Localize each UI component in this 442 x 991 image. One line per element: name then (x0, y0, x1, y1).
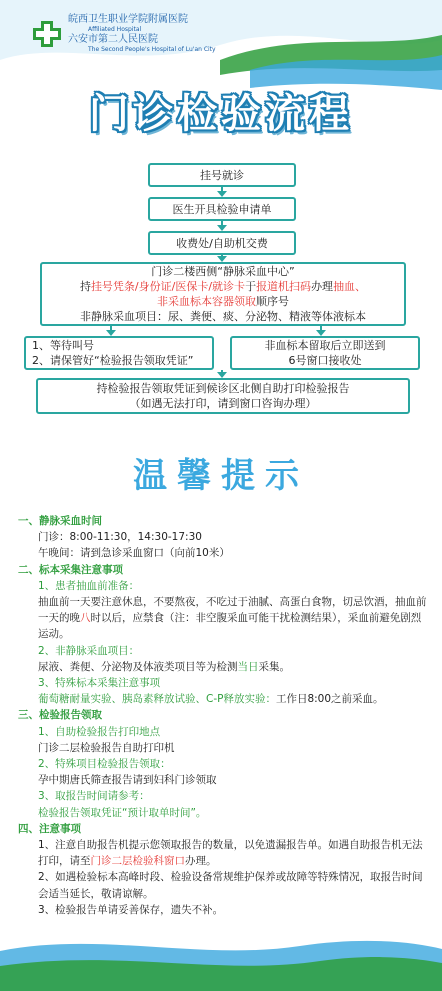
tips-title: 温馨提示 (133, 456, 309, 496)
tips-subheading: 1、患者抽血前准备： (38, 579, 140, 592)
tips-text: 孕中期唐氏筛查报告请到妇科门诊领取 (38, 774, 217, 787)
tips-heading-3: 三、检验报告领取 (18, 709, 102, 722)
tips-paragraph: 1、注意自助报告机提示您领取报告的数量，以免遗漏报告单。如遇自助报告机无法打印，请至门诊二层检验科窗口办理。 (38, 839, 423, 868)
tips-text: 午晚间：请到急诊采血窗口（向前10米） (38, 547, 230, 560)
non-blood-line-2: 6号窗口接收处 (288, 354, 362, 367)
tips-subheading: 2、特殊项目检验报告领取： (38, 758, 171, 771)
logo-line-4: The Second People's Hospital of Lu'an City (88, 46, 216, 53)
page-title: 门诊检验流程 (89, 91, 353, 137)
logo-line-3: 六安市第二人民医院 (68, 34, 158, 45)
blood-center-line-2: 持挂号凭条/身份证/医保卡/就诊卡于报道机扫码办理抽血、 (79, 280, 367, 293)
blood-center-line-1: 门诊二楼西侧“静脉采血中心” (151, 265, 295, 278)
flow-step-request: 医生开具检验申请单 (148, 197, 296, 221)
flow-step-non-blood (230, 336, 420, 370)
tips-paragraph: 尿液、粪便、分泌物及体液类项目等为检测当日采集。 (38, 660, 290, 673)
hospital-cross-icon (30, 19, 64, 49)
tips-subheading: 3、取报告时间请参考： (38, 790, 150, 803)
tips-subheading: 3、特殊标本采集注意事项 (38, 677, 161, 690)
tips-heading-2: 二、标本采集注意事项 (18, 563, 123, 576)
tips-text: 检验报告领取凭证“预计取单时间”。 (38, 806, 207, 819)
blood-center-line-4: 非静脉采血项目：尿、粪便、痰、分泌物、精液等体液标本 (80, 310, 366, 323)
tips-text: 门诊：8:00-11:30，14:30-17:30 (38, 531, 202, 544)
tips-paragraph: 葡萄糖耐量实验、胰岛素释放试验、C-P释放实验：工作日8:00之前采血。 (38, 693, 384, 706)
non-blood-line-1: 非血标本留取后立即送到 (264, 339, 386, 352)
flow-step-payment: 收费处/自助机交费 (148, 231, 296, 255)
flow-step-wait (24, 336, 214, 370)
logo-line-2: Affiliated Hospital (88, 26, 142, 33)
flow-step-register: 挂号就诊 (148, 163, 296, 187)
logo-line-1: 皖西卫生职业学院附属医院 (68, 14, 188, 25)
flow-step-print-report (36, 378, 410, 414)
print-line-1: 持检验报告领取凭证到候诊区北侧自助打印检验报告 (96, 382, 350, 395)
wait-line-1: 1、等待叫号 (32, 339, 94, 352)
print-line-2: （如遇无法打印，请到窗口咨询办理） (129, 397, 317, 410)
tips-paragraph: 抽血前一天要注意休息，不要熬夜，不吃过于油腻、高蛋白食物，切忌饮酒，抽血前一天的晚八时以后，应禁食（注：非空腹采血可能干扰检测结果），采血前避免剧烈运动。 (38, 596, 427, 641)
wait-line-2: 2、请保管好“检验报告领取凭证” (32, 354, 194, 367)
flow-step-blood-center (40, 262, 406, 326)
hospital-logo (30, 14, 216, 54)
tips-heading-4: 四、注意事项 (18, 822, 81, 835)
tips-subheading: 1、自助检验报告打印地点 (38, 725, 161, 738)
tips-heading-1: 一、静脉采血时间 (18, 515, 102, 527)
blood-center-line-3: 非采血标本容器领取顺序号 (157, 295, 289, 308)
tips-paragraph: 2、如遇检验标本高峰时段、检验设备常规维护保养或故障等特殊情况，取报告时间会适当延长，敬请谅解。 (38, 871, 423, 900)
tips-subheading: 2、非静脉采血项目： (38, 644, 140, 657)
tips-section (18, 513, 428, 918)
tips-text: 门诊二层检验报告自助打印机 (38, 741, 175, 754)
bottom-wave-decoration (0, 921, 442, 991)
tips-paragraph: 3、检验报告单请妥善保存，遗失不补。 (38, 903, 224, 916)
